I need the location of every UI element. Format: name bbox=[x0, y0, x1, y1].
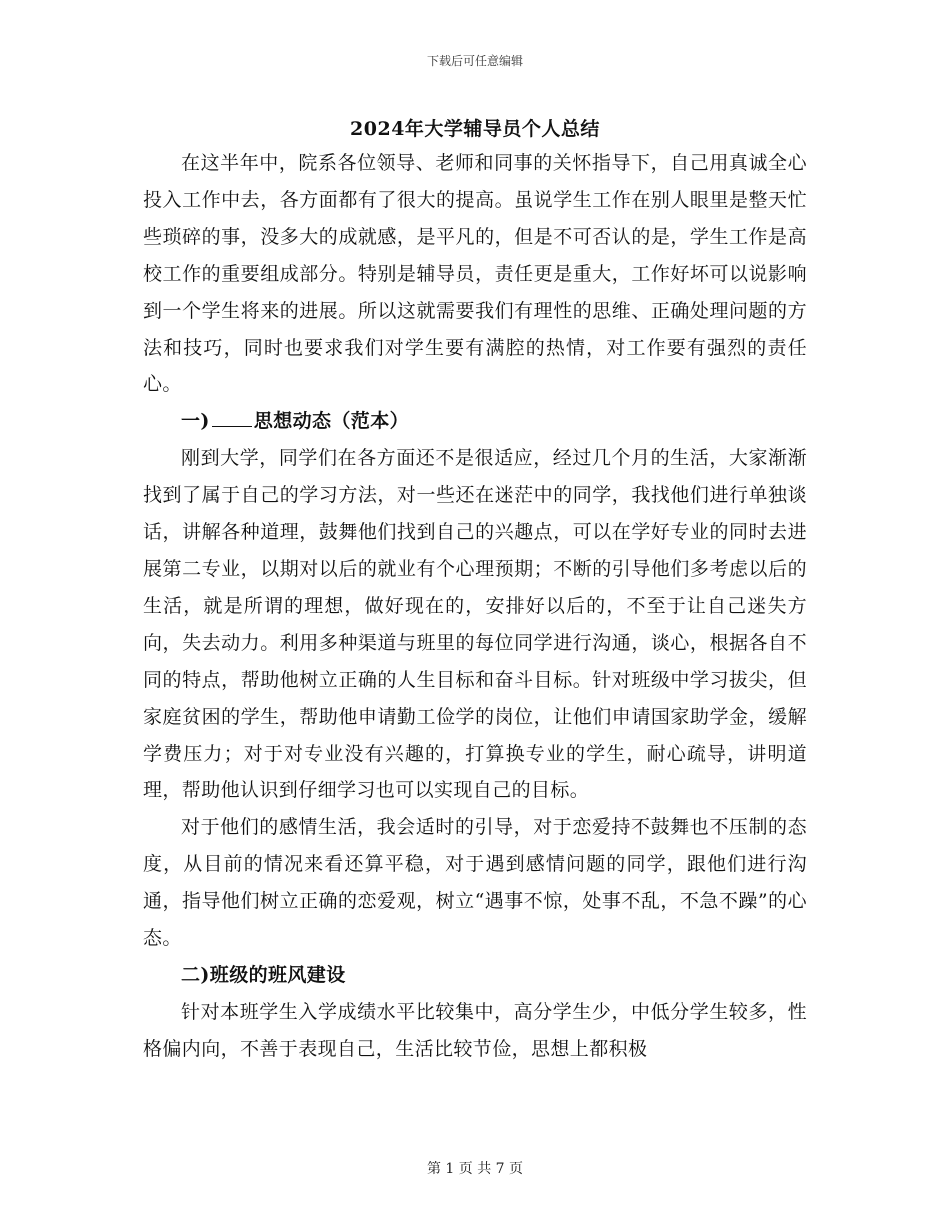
intro-paragraph: 在这半年中，院系各位领导、老师和同事的关怀指导下，自己用真诚全心投入工作中去，各方面都有了很大的提高。虽说学生工作在别人眼里是整天忙些琐碎的事，没多大的成就感，是平凡的，但是不可否认的是，学生工作是高校工作的重要组成部分。特别是辅导员，责任更是重大，工作好坏可以说影响到一个学生将来的进展。所以这就需要我们有理性的思维、正确处理问题的方法和技巧，同时也要求我们对学生要有满腔的热情，对工作要有强烈的责任心。 bbox=[143, 152, 807, 396]
page-footer-indicator: 第 1 页 共 7 页 bbox=[426, 1161, 524, 1177]
page-header-note: 下载后可任意编辑 bbox=[426, 54, 523, 68]
section-2-heading: 二)班级的班风建设 bbox=[181, 963, 346, 986]
section-1-blank-line bbox=[212, 412, 252, 427]
section-1-label: 思想动态（范本） bbox=[253, 410, 409, 433]
document-body bbox=[143, 145, 807, 1068]
document-title: 2024年大学辅导员个人总结 bbox=[350, 118, 600, 140]
section-1-heading bbox=[143, 403, 807, 440]
section-1-paragraph-1: 刚到大学，同学们在各方面还不是很适应，经过几个月的生活，大家渐渐找到了属于自己的学习方法，对一些还在迷茫中的同学，我找他们进行单独谈话，讲解各种道理，鼓舞他们找到自己的兴趣点，可以在学好专业的同时去进展第二专业，以期对以后的就业有个心理预期；不断的引导他们多考虑以后的生活，就是所谓的理想，做好现在的，安排好以后的，不至于让自己迷失方向，失去动力。利用多种渠道与班里的每位同学进行沟通，谈心，根据各自不同的特点，帮助他树立正确的人生目标和奋斗目标。针对班级中学习拔尖，但家庭贫困的学生，帮助他申请勤工俭学的岗位，让他们申请国家助学金，缓解学费压力；对于对专业没有兴趣的，打算换专业的学生，耐心疏导，讲明道理，帮助他认识到仔细学习也可以实现自己的目标。 bbox=[143, 447, 807, 802]
section-2-paragraph-1: 针对本班学生入学成绩水平比较集中，高分学生少，中低分学生较多，性格偏内向，不善于表现自己，生活比较节俭，思想上都积极 bbox=[143, 1000, 807, 1060]
section-1-paragraph-2: 对于他们的感情生活，我会适时的引导，对于恋爱持不鼓舞也不压制的态度，从目前的情况来看还算平稳，对于遇到感情问题的同学，跟他们进行沟通，指导他们树立正确的恋爱观，树立“遇事不惊，处事不乱，不急不躁”的心态。 bbox=[143, 816, 807, 950]
section-1-prefix: 一) bbox=[181, 410, 210, 433]
